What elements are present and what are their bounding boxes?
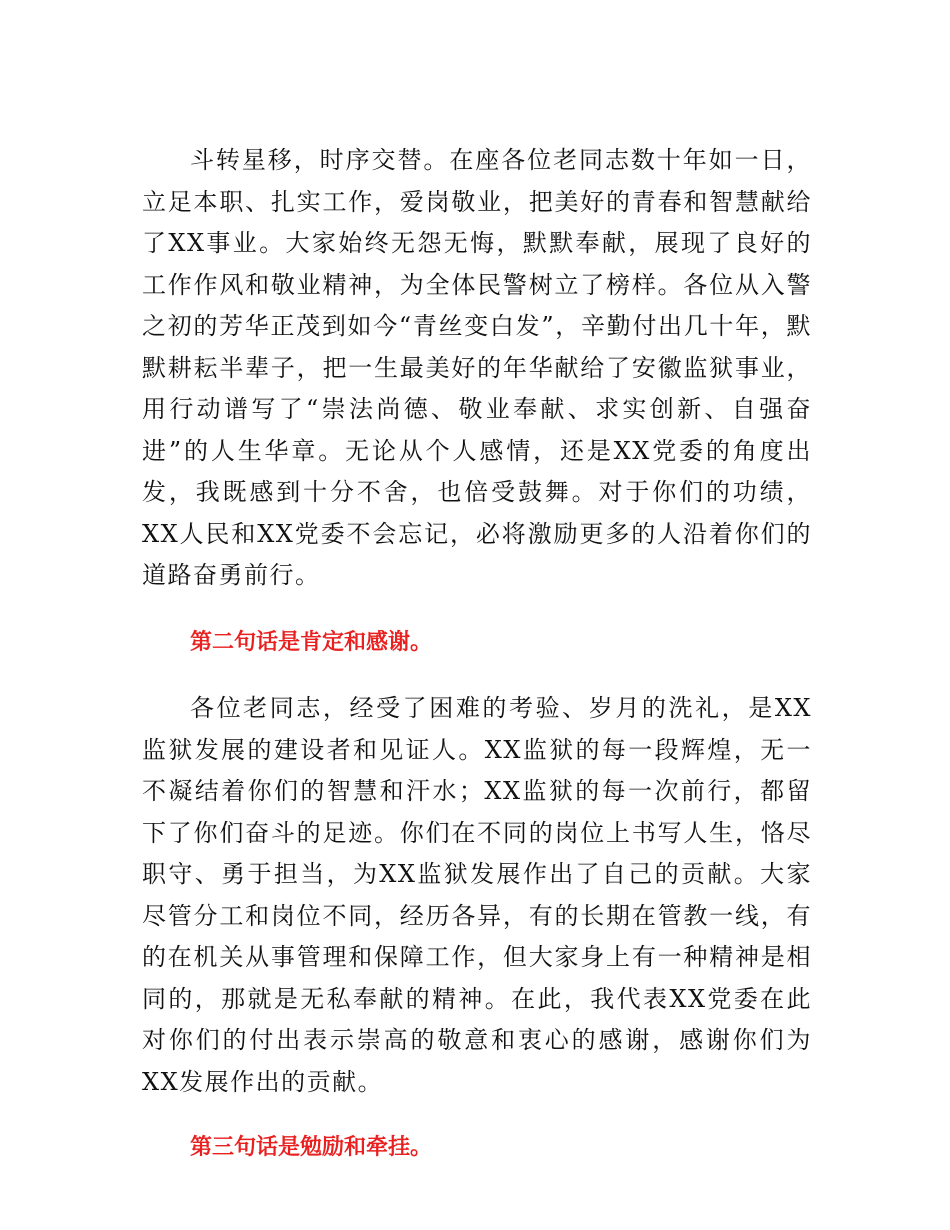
section-heading-3: 第三句话是勉励和牵挂。 xyxy=(190,1135,433,1160)
body-paragraph-1: 斗转星移，时序交替。在座各位老同志数十年如一日，立足本职、扎实工作，爱岗敬业，把美好的青春和智慧献给了XX事业。大家始终无怨无悔，默默奉献，展现了良好的工作作风和敬业精神，为全体民警树立了榜样。各位从入警之初的芳华正茂到如今“青丝变白发”，辛勤付出几十年，默默耕耘半辈子，把一生最美好的年华献给了安徽监狱事业，用行动谱写了“崇法尚德、敬业奉献、求实创新、自强奋进”的人生华章。无论从个人感情，还是XX党委的角度出发，我既感到十分不舍，也倍受鼓舞。对于你们的功绩，XX人民和XX党委不会忘记，必将激励更多的人沿着你们的道路奋勇前行。 xyxy=(142,146,812,589)
section-heading-2: 第二句话是肯定和感谢。 xyxy=(190,629,433,655)
document-body xyxy=(142,140,812,1169)
body-paragraph-2: 各位老同志，经受了困难的考验、岁月的洗礼，是XX监狱发展的建设者和见证人。XX监狱的每一段辉煌，无一不凝结着你们的智慧和汗水；XX监狱的每一次前行，都留下了你们奋斗的足迹。你们在不同的岗位上书写人生，恪尽职守、勇于担当，为XX监狱发展作出了自己的贡献。大家尽管分工和岗位不同，经历各异，有的长期在管教一线，有的在机关从事管理和保障工作，但大家身上有一种精神是相同的，那就是无私奉献的精神。在此，我代表XX党委在此对你们的付出表示崇高的敬意和衷心的感谢，感谢你们为XX发展作出的贡献。 xyxy=(142,694,812,1096)
